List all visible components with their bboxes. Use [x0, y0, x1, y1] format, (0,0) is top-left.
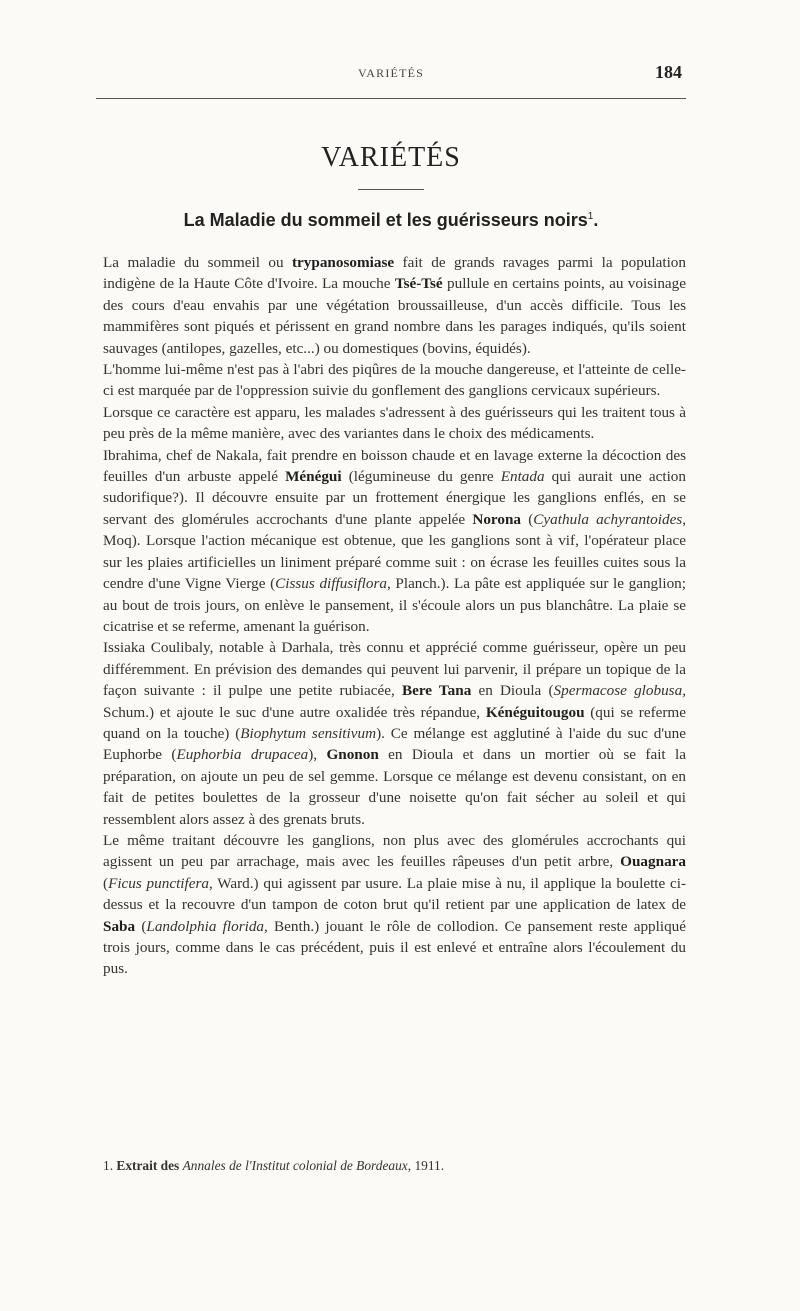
text-run: La maladie du sommeil ou	[103, 254, 292, 271]
term-trypanosomiase: trypanosomiase	[292, 254, 395, 271]
term-ouagnara: Ouagnara	[620, 853, 686, 871]
term-saba: Saba	[103, 917, 136, 935]
paragraph-5	[103, 637, 686, 830]
species-name: Euphorbia drupacea	[176, 746, 309, 764]
text-run: (	[521, 510, 534, 528]
term-norona: Norona	[472, 510, 522, 528]
section-title: VARIÉTÉS	[321, 142, 461, 173]
species-name: Entada	[500, 468, 545, 486]
text-run: qui aurait une action sudorifique?). Il découvre ensuite par un frottement énergique les ganglions enflés, en se servant des glomérules accrochants d'une plante appelée	[103, 468, 686, 528]
footnote-source: Annales de l'Institut colonial de Bordeaux	[182, 1158, 408, 1173]
footnote	[103, 1158, 686, 1174]
term-bere-tana: Bere Tana	[401, 682, 472, 700]
footnote-marker: 1	[587, 211, 594, 222]
species-name: Ficus punctifera	[108, 874, 209, 892]
text-run: pullule en certains points, au voisinage des cours d'eau envahis par une végétation broussailleuse, d'un accès difficile. Tous les mammifères sont piqués et périssent en grand nombre dans les parages indiqués, qu'ils soient sauvages (antilopes, gazelles, etc...) ou domestiques (bovins, équidés).	[103, 275, 686, 357]
paragraph-4	[103, 445, 686, 638]
text-run: en Dioula (	[471, 682, 554, 700]
footnote-number: 1.	[103, 1158, 114, 1173]
text-run: (	[135, 917, 147, 935]
title-rule	[358, 189, 424, 190]
running-title: VARIÉTÉS	[357, 66, 425, 80]
paragraph-1	[103, 252, 686, 359]
page-number: 184	[655, 62, 682, 82]
text-run: L'homme lui-même n'est pas à l'abri des piqûres de la mouche dangereuse, et l'atteinte de celle-ci est marquée par de l'oppression suivie du gonflement des ganglions cervicaux supérieurs.	[103, 361, 686, 400]
text-run: en Dioula et dans un mortier où se fait la préparation, on ajoute un peu de sel gemme. Lorsque ce mélange est devenu consistant, on en fait de petites boulettes de la grosseur d'une noisette qu'on fait sécher au soleil et qui ressemblent alors assez à des grenats bruts.	[103, 746, 686, 828]
running-header	[96, 62, 686, 86]
footnote-year: , 1911.	[407, 1158, 445, 1173]
species-name: Landolphia florida	[146, 917, 265, 935]
article-title-text: La Maladie du sommeil et les guérisseurs noirs	[183, 210, 588, 230]
species-name: Cyathula achyrantoides	[533, 510, 683, 528]
text-run: Lorsque ce caractère est apparu, les malades s'adressent à des guérisseurs qui les traitent tous à peu près de la même manière, avec des variantes dans le choix des médicaments.	[103, 403, 686, 443]
text-run: Le même traitant découvre les ganglions, non plus avec des glomérules accrochants qui agissent un peu par arrachage, mais avec les feuilles râpeuses d'un petit arbre,	[103, 831, 686, 871]
species-name: Spermacose globusa	[553, 682, 683, 700]
text-run: ). Ce mélange est agglutiné à l'aide du suc d'une Euphorbe (	[103, 724, 686, 764]
species-name: Biophytum sensitivum	[240, 724, 377, 742]
header-rule	[96, 98, 686, 99]
text-run: fait de grands ravages parmi la population indigène de la Haute Côte d'Ivoire. La mouche	[103, 254, 686, 293]
text-run: ),	[308, 746, 327, 764]
term-tse-tse: Tsé-Tsé	[394, 275, 443, 293]
text-run: , Ward.) qui agissent par usure. La plaie mise à nu, il applique la boulette ci-dessus et la recouvre d'un tampon de coton brut qu'il retient par une application de latex de	[103, 874, 687, 914]
text-run: , Moq). Lorsque l'action mécanique est obtenue, que les ganglions sont à vif, l'opérateur place sur les plaies artificielles un liniment préparé comme suit : on écrase les feuilles cuites sous la cendre d'une Vigne Vierge (	[103, 510, 687, 593]
text-run: (qui se referme quand on la touche) (	[103, 703, 686, 742]
text-run: (légumineuse du genre	[341, 468, 501, 486]
paragraph-3	[103, 402, 686, 445]
paragraph-2	[103, 359, 686, 402]
text-run: , Schum.) et ajoute le suc d'une autre oxalidée très répandue,	[103, 682, 686, 721]
term-menegui: Ménégui	[285, 468, 342, 486]
paragraph-6	[103, 830, 686, 980]
term-keneguitougou: Kénéguitougou	[485, 703, 585, 721]
species-name: Cissus diffusiflora	[275, 575, 387, 593]
text-run: Issiaka Coulibaly, notable à Darhala, très connu et apprécié comme guérisseur, opère un peu différemment. En prévision des demandes qui peuvent lui parvenir, il prépare un topique de la façon suivante : il pulpe une petite rubiacée,	[103, 639, 686, 700]
term-gnonon: Gnonon	[326, 746, 379, 764]
footnote-text: Extrait des	[116, 1158, 183, 1173]
article-title: La Maladie du sommeil et les guérisseurs noirs$^1$.	[183, 210, 599, 230]
article-body	[103, 252, 686, 980]
text-run: , Planch.). La pâte est appliquée sur le ganglion; au bout de trois jours, on enlève le pansement, il s'écoule alors un pus blanchâtre. La plaie se cicatrise et se referme, amenant la guérison.	[103, 575, 686, 635]
text-run: , Benth.) jouant le rôle de collodion. Ce pansement reste appliqué trois jours, comme dans le cas précédent, puis il est enlevé et entraîne alors l'écoulement du pus.	[103, 917, 687, 978]
text-run: Ibrahima, chef de Nakala, fait prendre en boisson chaude et en lavage externe la décoction des feuilles d'un arbuste appelé	[103, 446, 686, 486]
text-run: (	[103, 874, 109, 892]
